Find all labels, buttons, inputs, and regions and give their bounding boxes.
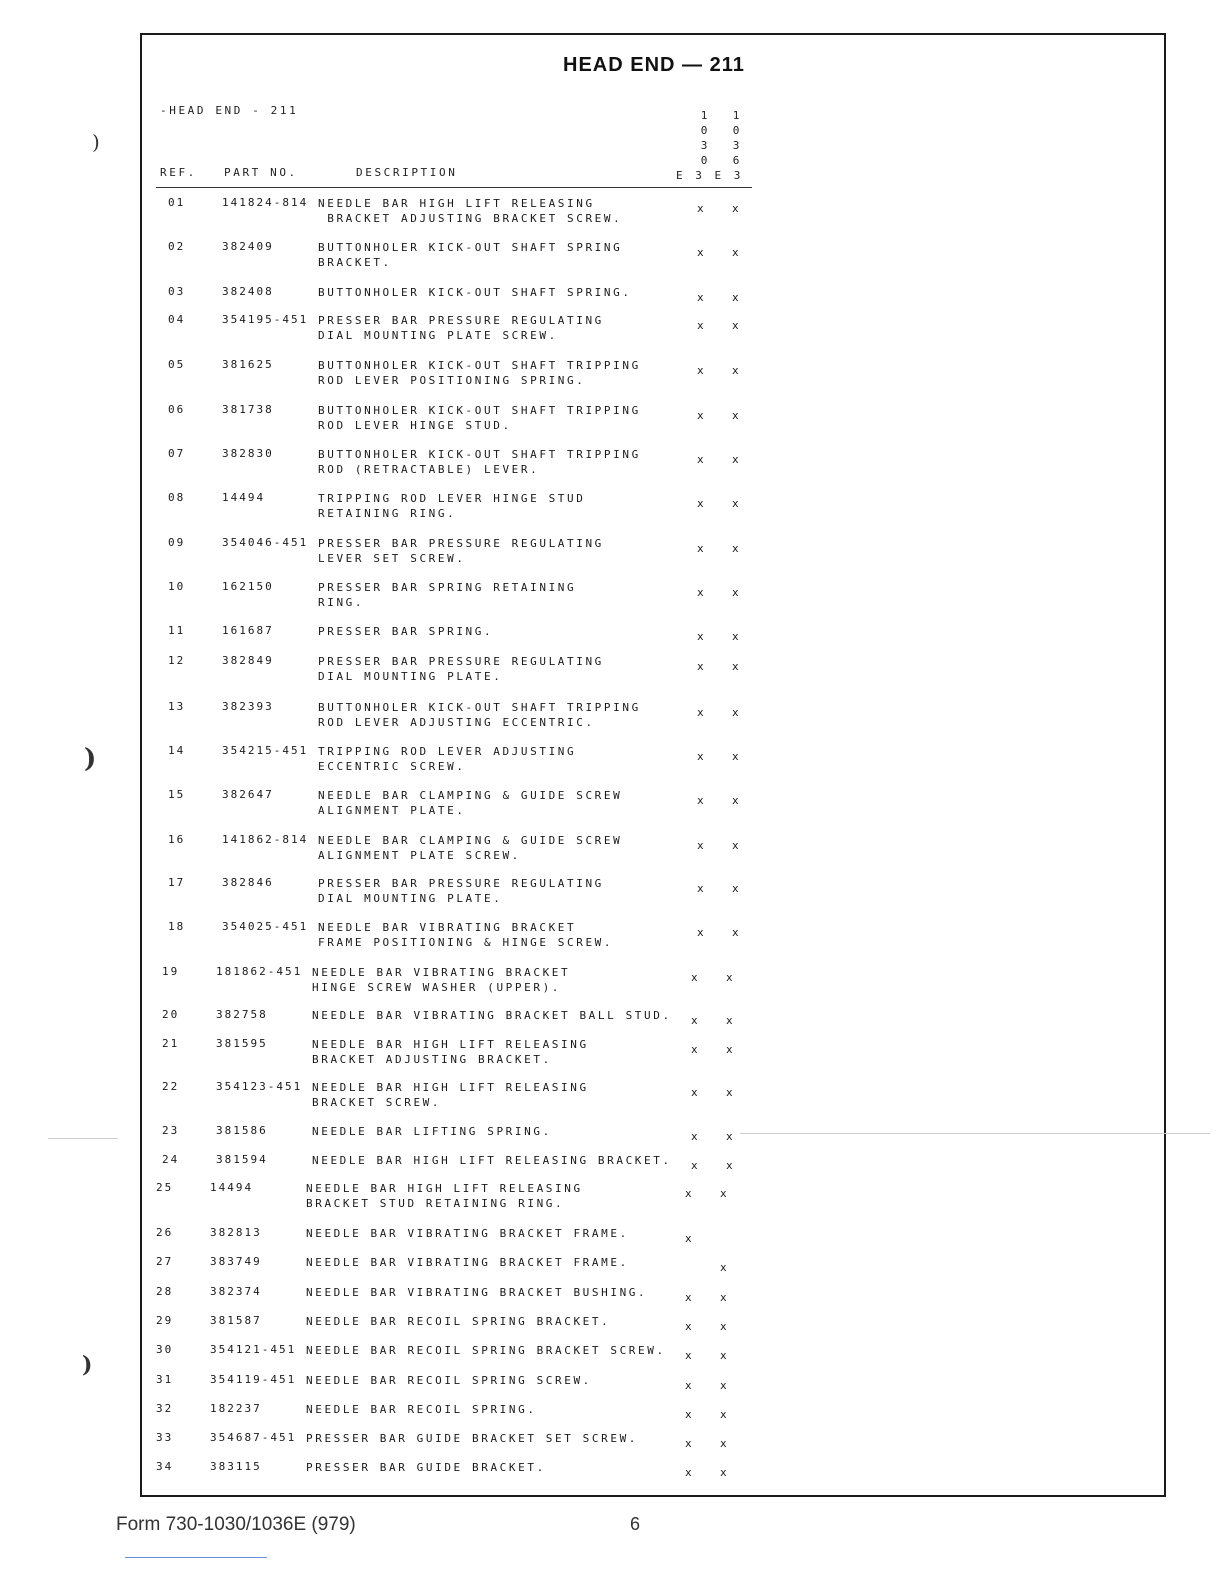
part-number: 181862-451: [216, 965, 303, 978]
part-description: PRESSER BAR GUIDE BRACKET SET SCREW.: [306, 1432, 639, 1445]
model-1030-mark: x: [697, 794, 704, 807]
part-description: NEEDLE BAR VIBRATING BRACKET FRAME.: [306, 1256, 629, 1269]
part-number: 382758: [216, 1008, 268, 1021]
part-number: 382409: [222, 240, 274, 253]
ref-number: 27: [156, 1255, 174, 1268]
part-number: 381595: [216, 1037, 268, 1050]
ref-number: 28: [156, 1285, 174, 1298]
ref-number: 12: [168, 654, 186, 667]
ref-number: 15: [168, 788, 186, 801]
table-row: [0, 920, 780, 960]
ref-number: 13: [168, 700, 186, 713]
part-number: 354687-451: [210, 1431, 297, 1444]
part-description: PRESSER BAR PRESSURE REGULATING DIAL MOUNTING PLATE SCREW.: [318, 314, 604, 342]
model-1036-mark: x: [720, 1466, 727, 1479]
header-divider: [156, 187, 752, 188]
model-1036-mark: x: [732, 586, 739, 599]
scan-artifact: [48, 1138, 118, 1139]
part-description: NEEDLE BAR VIBRATING BRACKET BUSHING.: [306, 1286, 648, 1299]
model-1036-mark: x: [720, 1437, 727, 1450]
model-digit: 3: [700, 139, 708, 152]
part-number: 382408: [222, 285, 274, 298]
model-1036-mark: x: [720, 1408, 727, 1421]
margin-mark: ): [92, 130, 100, 154]
model-1030-mark: x: [685, 1379, 692, 1392]
margin-mark: ): [82, 1352, 93, 1378]
section-header: -HEAD END - 211: [160, 104, 299, 117]
model-1030-mark: x: [697, 409, 704, 422]
table-row: [0, 358, 780, 398]
ref-number: 06: [168, 403, 186, 416]
model-1036-mark: x: [732, 926, 739, 939]
model-1036-mark: x: [732, 246, 739, 259]
model-1036-mark: x: [726, 1043, 733, 1056]
model-1030-mark: x: [697, 319, 704, 332]
ref-number: 19: [162, 965, 180, 978]
part-number: 382830: [222, 447, 274, 460]
model-digit: 0: [732, 124, 740, 137]
model-suffix-line: E 3 E 3: [676, 169, 744, 182]
model-1036-mark: x: [726, 1159, 733, 1172]
table-row: [0, 196, 780, 236]
model-digit: 6: [732, 154, 740, 167]
part-description: TRIPPING ROD LEVER HINGE STUD RETAINING RING.: [318, 492, 586, 520]
model-1030-mark: x: [691, 1014, 698, 1027]
form-number-footer: Form 730-1030/1036E (979): [116, 1514, 356, 1535]
part-description: BUTTONHOLER KICK-OUT SHAFT TRIPPING ROD LEVER ADJUSTING ECCENTRIC.: [318, 701, 641, 729]
scan-edge-line: [125, 1557, 267, 1558]
table-row: [0, 240, 780, 280]
model-1036-mark: x: [732, 497, 739, 510]
model-1036-mark: x: [732, 882, 739, 895]
model-1036-mark: x: [720, 1187, 727, 1200]
table-row: [0, 1080, 780, 1120]
part-number: 141862-814: [222, 833, 309, 846]
part-description: NEEDLE BAR HIGH LIFT RELEASING BRACKET STUD RETAINING RING.: [306, 1182, 583, 1210]
part-number: 381587: [210, 1314, 262, 1327]
table-row: [0, 491, 780, 531]
part-number: 354119-451: [210, 1373, 297, 1386]
model-1030-mark: x: [685, 1187, 692, 1200]
model-1036-mark: x: [732, 794, 739, 807]
part-number: 354046-451: [222, 536, 309, 549]
part-number: 14494: [210, 1181, 254, 1194]
part-description: PRESSER BAR PRESSURE REGULATING DIAL MOUNTING PLATE.: [318, 655, 604, 683]
model-1036-mark: x: [720, 1320, 727, 1333]
model-1030-mark: x: [697, 926, 704, 939]
model-digit: 1: [700, 109, 708, 122]
ref-number: 03: [168, 285, 186, 298]
part-number: 381738: [222, 403, 274, 416]
table-row: [0, 744, 780, 784]
ref-number: 01: [168, 196, 186, 209]
ref-number: 23: [162, 1124, 180, 1137]
model-1036-mark: x: [732, 706, 739, 719]
model-1036-mark: x: [732, 750, 739, 763]
table-row: [0, 313, 780, 353]
model-1036-mark: x: [720, 1379, 727, 1392]
model-1030-mark: x: [697, 453, 704, 466]
model-column-1036: [722, 108, 750, 168]
part-number: 354121-451: [210, 1343, 297, 1356]
model-1030-mark: x: [685, 1320, 692, 1333]
part-description: NEEDLE BAR HIGH LIFT RELEASING BRACKET ADJUSTING BRACKET SCREW.: [318, 197, 623, 225]
model-1036-mark: x: [732, 291, 739, 304]
part-description: BUTTONHOLER KICK-OUT SHAFT SPRING.: [318, 286, 632, 299]
part-description: PRESSER BAR SPRING RETAINING RING.: [318, 581, 577, 609]
part-description: NEEDLE BAR RECOIL SPRING.: [306, 1403, 537, 1416]
part-description: NEEDLE BAR HIGH LIFT RELEASING BRACKET.: [312, 1154, 672, 1167]
part-description: BUTTONHOLER KICK-OUT SHAFT TRIPPING ROD (RETRACTABLE) LEVER.: [318, 448, 641, 476]
part-number: 382647: [222, 788, 274, 801]
table-row: [0, 700, 780, 740]
part-number: 162150: [222, 580, 274, 593]
part-number: 382393: [222, 700, 274, 713]
ref-number: 09: [168, 536, 186, 549]
part-number: 354123-451: [216, 1080, 303, 1093]
part-number: 354025-451: [222, 920, 309, 933]
model-1030-mark: x: [691, 1159, 698, 1172]
ref-number: 29: [156, 1314, 174, 1327]
table-row: [0, 965, 780, 1005]
ref-number: 30: [156, 1343, 174, 1356]
part-number: 381586: [216, 1124, 268, 1137]
part-description: NEEDLE BAR HIGH LIFT RELEASING BRACKET ADJUSTING BRACKET.: [312, 1038, 589, 1066]
model-1036-mark: x: [732, 453, 739, 466]
scan-artifact: [740, 1133, 1210, 1134]
model-1030-mark: x: [685, 1466, 692, 1479]
ref-number: 17: [168, 876, 186, 889]
model-1036-mark: x: [720, 1291, 727, 1304]
model-1030-mark: x: [691, 1130, 698, 1143]
table-row: [0, 1037, 780, 1077]
model-1036-mark: x: [726, 1014, 733, 1027]
model-1036-mark: x: [732, 364, 739, 377]
model-1030-mark: x: [685, 1437, 692, 1450]
table-row: [0, 403, 780, 443]
model-digit: 1: [732, 109, 740, 122]
part-number: 382849: [222, 654, 274, 667]
model-column-1030: [690, 108, 718, 168]
model-1030-mark: x: [685, 1232, 692, 1245]
model-1030-mark: x: [697, 750, 704, 763]
margin-mark: ): [84, 744, 97, 774]
model-1030-mark: x: [691, 1043, 698, 1056]
part-number: 383749: [210, 1255, 262, 1268]
part-description: BUTTONHOLER KICK-OUT SHAFT TRIPPING ROD LEVER POSITIONING SPRING.: [318, 359, 641, 387]
table-row: [0, 876, 780, 916]
model-1036-mark: x: [726, 971, 733, 984]
table-row: [0, 833, 780, 873]
ref-number: 26: [156, 1226, 174, 1239]
model-digit: 3: [732, 139, 740, 152]
part-description: NEEDLE BAR LIFTING SPRING.: [312, 1125, 552, 1138]
model-1036-mark: x: [732, 630, 739, 643]
part-description: NEEDLE BAR HIGH LIFT RELEASING BRACKET SCREW.: [312, 1081, 589, 1109]
model-1030-mark: x: [697, 364, 704, 377]
ref-number: 33: [156, 1431, 174, 1444]
model-1030-mark: x: [697, 542, 704, 555]
ref-number: 32: [156, 1402, 174, 1415]
ref-number: 25: [156, 1181, 174, 1194]
model-1030-mark: x: [697, 586, 704, 599]
model-1030-mark: x: [697, 882, 704, 895]
ref-column-header: REF.: [160, 166, 197, 179]
part-description: NEEDLE BAR RECOIL SPRING BRACKET SCREW.: [306, 1344, 666, 1357]
table-row: [0, 580, 780, 620]
ref-number: 22: [162, 1080, 180, 1093]
model-1036-mark: x: [732, 839, 739, 852]
part-description: PRESSER BAR SPRING.: [318, 625, 494, 638]
part-description: TRIPPING ROD LEVER ADJUSTING ECCENTRIC SCREW.: [318, 745, 577, 773]
model-1030-mark: x: [685, 1408, 692, 1421]
model-digit: 0: [700, 124, 708, 137]
ref-number: 07: [168, 447, 186, 460]
ref-number: 21: [162, 1037, 180, 1050]
part-number: 382846: [222, 876, 274, 889]
model-1030-mark: x: [697, 706, 704, 719]
part-description: NEEDLE BAR RECOIL SPRING SCREW.: [306, 1374, 592, 1387]
ref-number: 14: [168, 744, 186, 757]
part-description: NEEDLE BAR CLAMPING & GUIDE SCREW ALIGNMENT PLATE.: [318, 789, 623, 817]
part-description: NEEDLE BAR RECOIL SPRING BRACKET.: [306, 1315, 611, 1328]
table-row: [0, 1460, 780, 1500]
model-1030-mark: x: [697, 660, 704, 673]
model-1030-mark: x: [691, 1086, 698, 1099]
model-1036-mark: x: [726, 1130, 733, 1143]
part-description: PRESSER BAR PRESSURE REGULATING DIAL MOUNTING PLATE.: [318, 877, 604, 905]
table-row: [0, 654, 780, 694]
part-description: PRESSER BAR PRESSURE REGULATING LEVER SET SCREW.: [318, 537, 604, 565]
table-row: [0, 536, 780, 576]
ref-number: 16: [168, 833, 186, 846]
part-number: 354195-451: [222, 313, 309, 326]
ref-number: 24: [162, 1153, 180, 1166]
table-row: [0, 1181, 780, 1221]
part-description: NEEDLE BAR VIBRATING BRACKET FRAME.: [306, 1227, 629, 1240]
model-1030-mark: x: [685, 1349, 692, 1362]
ref-number: 02: [168, 240, 186, 253]
part-number: 141824-814: [222, 196, 309, 209]
part-number: 382374: [210, 1285, 262, 1298]
page-number: 6: [630, 1514, 641, 1534]
table-row: [0, 788, 780, 828]
ref-number: 08: [168, 491, 186, 504]
model-1030-mark: x: [697, 839, 704, 852]
description-column-header: DESCRIPTION: [356, 166, 458, 179]
part-no-column-header: PART NO.: [224, 166, 298, 179]
model-1030-mark: x: [691, 971, 698, 984]
part-description: BUTTONHOLER KICK-OUT SHAFT TRIPPING ROD LEVER HINGE STUD.: [318, 404, 641, 432]
model-1030-mark: x: [697, 291, 704, 304]
part-number: 382813: [210, 1226, 262, 1239]
model-1030-mark: x: [685, 1291, 692, 1304]
ref-number: 11: [168, 624, 186, 637]
model-1030-mark: x: [697, 497, 704, 510]
part-description: NEEDLE BAR VIBRATING BRACKET BALL STUD.: [312, 1009, 672, 1022]
part-number: 182237: [210, 1402, 262, 1415]
ref-number: 34: [156, 1460, 174, 1473]
model-1036-mark: x: [732, 319, 739, 332]
part-number: 354215-451: [222, 744, 309, 757]
part-description: NEEDLE BAR VIBRATING BRACKET FRAME POSITIONING & HINGE SCREW.: [318, 921, 614, 949]
model-1030-mark: x: [697, 246, 704, 259]
model-1036-mark: x: [726, 1086, 733, 1099]
model-1036-mark: x: [732, 660, 739, 673]
ref-number: 31: [156, 1373, 174, 1386]
part-description: PRESSER BAR GUIDE BRACKET.: [306, 1461, 546, 1474]
ref-number: 05: [168, 358, 186, 371]
model-1036-mark: x: [720, 1261, 727, 1274]
ref-number: 18: [168, 920, 186, 933]
model-1030-mark: x: [697, 630, 704, 643]
ref-number: 04: [168, 313, 186, 326]
ref-number: 10: [168, 580, 186, 593]
part-number: 14494: [222, 491, 266, 504]
model-1030-mark: x: [697, 202, 704, 215]
part-description: NEEDLE BAR CLAMPING & GUIDE SCREW ALIGNMENT PLATE SCREW.: [318, 834, 623, 862]
model-1036-mark: x: [732, 409, 739, 422]
part-number: 383115: [210, 1460, 262, 1473]
model-1036-mark: x: [732, 202, 739, 215]
ref-number: 20: [162, 1008, 180, 1021]
page-title: HEAD END — 211: [563, 54, 745, 76]
model-1036-mark: x: [732, 542, 739, 555]
model-digit: 0: [700, 154, 708, 167]
table-row: [0, 447, 780, 487]
part-description: NEEDLE BAR VIBRATING BRACKET HINGE SCREW WASHER (UPPER).: [312, 966, 571, 994]
part-description: BUTTONHOLER KICK-OUT SHAFT SPRING BRACKET.: [318, 241, 623, 269]
part-number: 381594: [216, 1153, 268, 1166]
part-number: 161687: [222, 624, 274, 637]
model-1036-mark: x: [720, 1349, 727, 1362]
part-number: 381625: [222, 358, 274, 371]
